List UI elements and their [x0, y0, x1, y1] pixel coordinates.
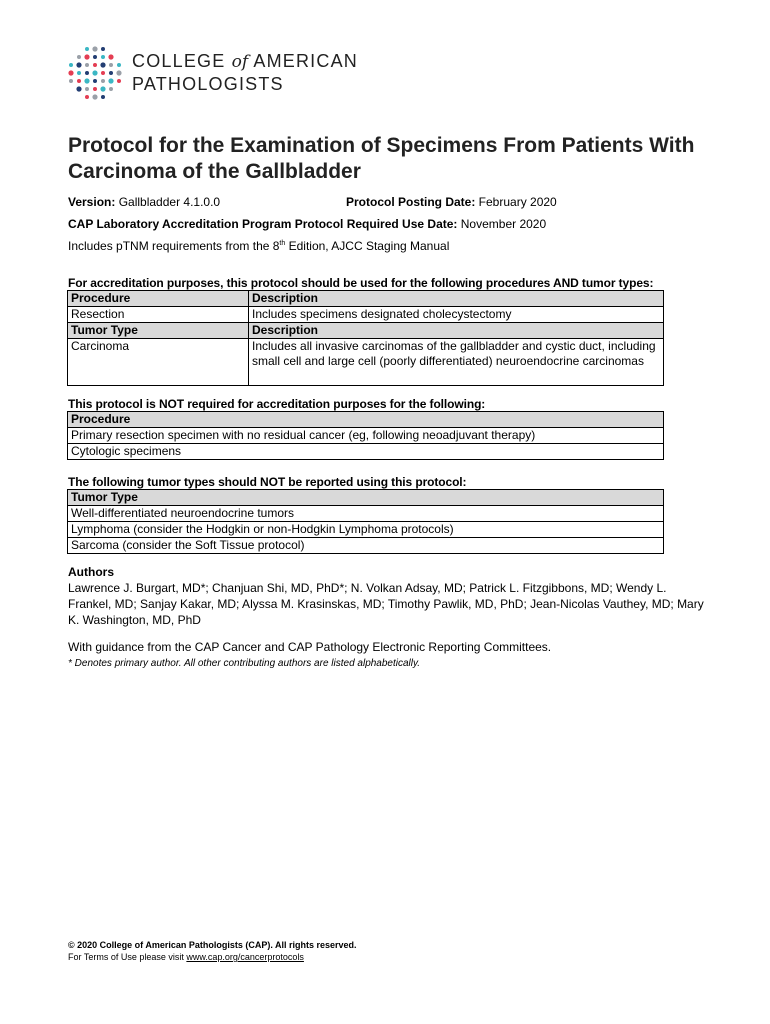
- logo-dot: [116, 70, 121, 75]
- logo-dot: [84, 78, 89, 83]
- table-row: [68, 490, 664, 506]
- table-cell: Lymphoma (consider the Hodgkin or non-Hodgkin Lymphoma protocols): [68, 522, 664, 538]
- logo-dot: [109, 71, 113, 75]
- column-header-procedure: Procedure: [68, 291, 249, 307]
- logo-dot: [68, 70, 73, 75]
- logo-dot: [93, 87, 97, 91]
- logo-dot: [117, 63, 121, 67]
- authors-list: Lawrence J. Burgart, MD*; Chanjuan Shi, MD, PhD*; N. Volkan Adsay, MD; Patrick L. Fitzgibbons, MD; Wendy L. Frankel, MD; Sanjay Kakar, MD; Alyssa M. Krasinskas, MD; Timothy Pawlik, MD, PhD; Jean-Nicolas Vauthey, MD; Mary K. Washington, MD, PhD: [68, 581, 704, 627]
- logo-dot: [69, 63, 73, 67]
- table-row: [68, 538, 664, 554]
- logo-dot: [76, 62, 81, 67]
- column-header-tumor-type: Tumor Type: [68, 490, 664, 506]
- procedure-description-cell: Includes specimens designated cholecystectomy: [249, 307, 664, 323]
- table-row: [68, 412, 664, 428]
- column-header-description: Description: [249, 291, 664, 307]
- logo-dot: [69, 79, 73, 83]
- logo-dot: [92, 94, 97, 99]
- logo-dot: [92, 70, 97, 75]
- table-row: [68, 323, 664, 339]
- logo-dot: [93, 79, 97, 83]
- logo-dot: [108, 54, 113, 59]
- guidance-text: With guidance from the CAP Cancer and CAP Pathology Electronic Reporting Committees.: [68, 640, 552, 654]
- logo-dot: [101, 47, 105, 51]
- table-row: [68, 522, 664, 538]
- not-reported-heading: The following tumor types should NOT be reported using this protocol:: [68, 475, 467, 489]
- logo-dot: [85, 47, 89, 51]
- logo-dot: [101, 95, 105, 99]
- primary-author-note: * Denotes primary author. All other contributing authors are listed alphabetically.: [68, 658, 421, 669]
- logo-dot: [77, 55, 81, 59]
- not-required-heading: This protocol is NOT required for accreditation purposes for the following:: [68, 397, 486, 411]
- table-cell: Primary resection specimen with no residual cancer (eg, following neoadjuvant therapy): [68, 428, 664, 444]
- table-cell: Sarcoma (consider the Soft Tissue protocol): [68, 538, 664, 554]
- logo-dot: [93, 55, 97, 59]
- table-cell: Cytologic specimens: [68, 444, 664, 460]
- logo-dot: [85, 63, 89, 67]
- required-use-date: CAP Laboratory Accreditation Program Protocol Required Use Date: November 2020: [68, 217, 547, 231]
- table-cell: Well-differentiated neuroendocrine tumors: [68, 506, 664, 522]
- table-row: [68, 291, 664, 307]
- logo-dot: [84, 54, 89, 59]
- logo-dot: [77, 71, 81, 75]
- tumor-description-cell: Includes all invasive carcinomas of the gallbladder and cystic duct, including small cell and large cell (poorly differentiated) neuroendocrine carcinomas: [249, 339, 664, 386]
- accreditation-table: [67, 290, 664, 386]
- posting-date: Protocol Posting Date: February 2020: [346, 195, 557, 209]
- logo-dot: [109, 63, 113, 67]
- logo-dot: [100, 62, 105, 67]
- logo-dot: [101, 79, 105, 83]
- column-header-procedure: Procedure: [68, 412, 664, 428]
- logo-dot: [93, 63, 97, 67]
- procedure-cell: Resection: [68, 307, 249, 323]
- column-header-tumor-type: Tumor Type: [68, 323, 249, 339]
- table-row: [68, 307, 664, 323]
- copyright: © 2020 College of American Pathologists (CAP). All rights reserved.: [68, 940, 357, 950]
- accreditation-heading: For accreditation purposes, this protocol should be used for the following procedures AND tumor types:: [68, 276, 654, 290]
- terms-of-use: For Terms of Use please visit www.cap.org/cancerprotocols: [68, 952, 304, 962]
- logo-dot: [77, 79, 81, 83]
- ptnm-includes: Includes pTNM requirements from the 8th Edition, AJCC Staging Manual: [68, 239, 450, 253]
- logo-dot: [85, 71, 89, 75]
- logo-dot: [101, 55, 105, 59]
- logo-text-line2: PATHOLOGISTS: [132, 74, 284, 94]
- table-row: [68, 339, 664, 386]
- logo-dot: [101, 71, 105, 75]
- table-row: [68, 506, 664, 522]
- not-reported-table: [67, 489, 664, 554]
- logo-dot: [100, 86, 105, 91]
- logo-dot: [117, 79, 121, 83]
- logo-dot: [85, 95, 89, 99]
- not-required-table: [67, 411, 664, 460]
- logo-text-line1: COLLEGE of AMERICAN: [132, 51, 358, 72]
- logo-dot: [92, 46, 97, 51]
- page-title: Protocol for the Examination of Specimens From Patients With Carcinoma of the Gallbladder: [68, 134, 695, 183]
- logo-dot: [76, 86, 81, 91]
- logo-dot: [109, 87, 113, 91]
- authors-heading: Authors: [68, 565, 114, 579]
- logo-dot: [108, 78, 113, 83]
- cap-logo-icon: [66, 44, 124, 102]
- logo-dot: [85, 87, 89, 91]
- tumor-cell: Carcinoma: [68, 339, 249, 386]
- terms-link[interactable]: www.cap.org/cancerprotocols: [186, 952, 304, 962]
- table-row: [68, 444, 664, 460]
- version: Version: Gallbladder 4.1.0.0: [68, 195, 221, 209]
- column-header-description: Description: [249, 323, 664, 339]
- table-row: [68, 428, 664, 444]
